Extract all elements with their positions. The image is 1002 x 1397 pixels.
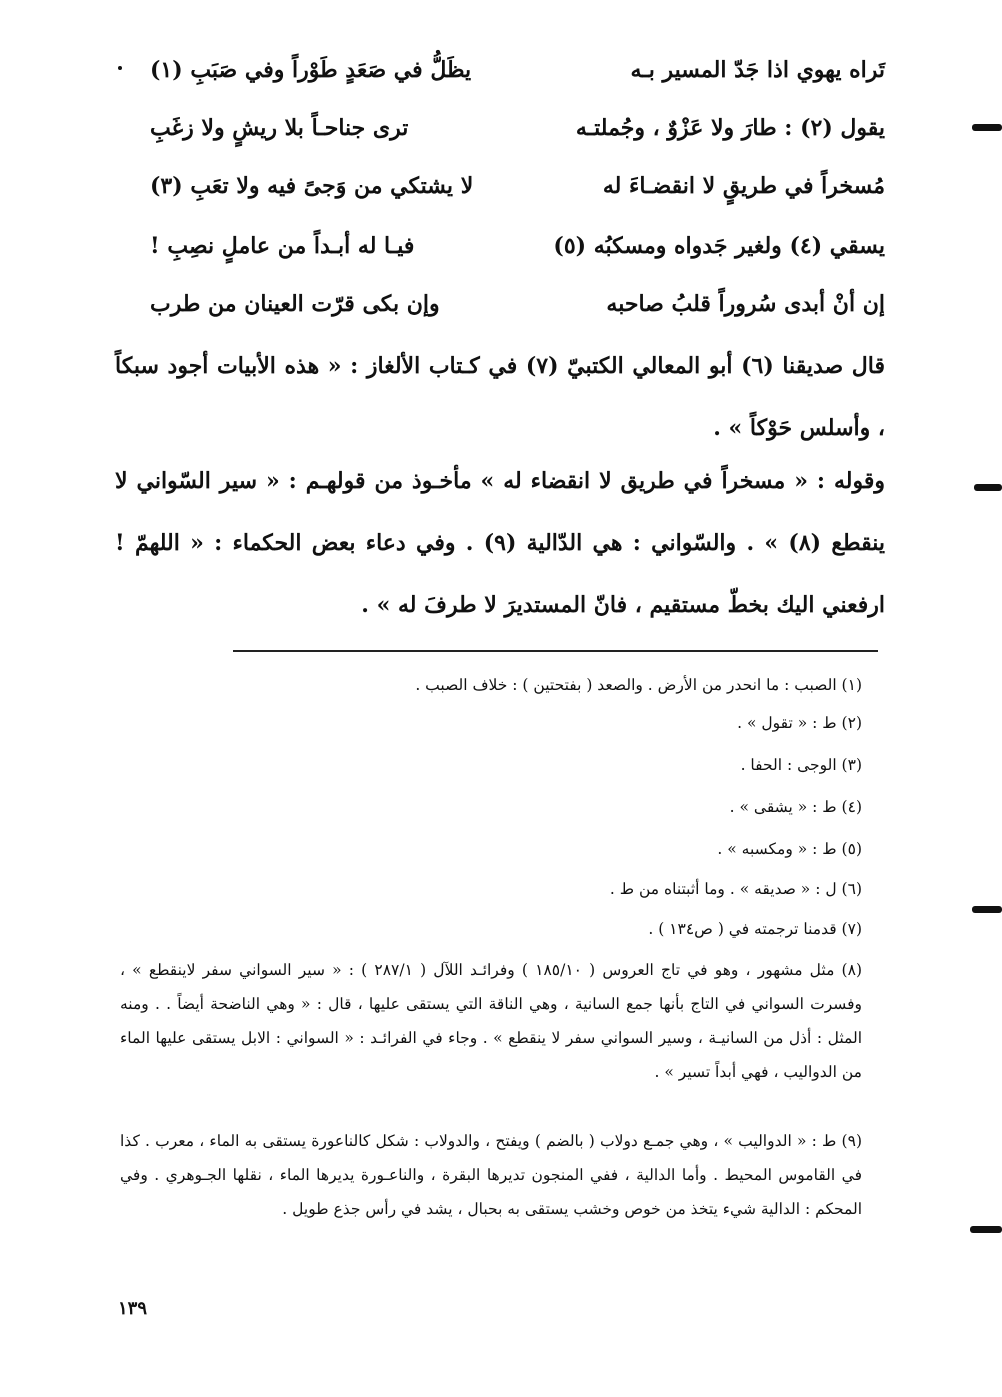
stray-mark	[118, 66, 122, 70]
paragraph: قال صديقنا (٦) أبو المعالي الكتبيّ (٧) في كـتاب الألغاز : « هذه الأبيات أجود سبكاً ، وأسلس حَوْكاً » .	[115, 353, 886, 441]
margin-mark	[970, 1226, 1002, 1233]
footnote: (٦) ل : « صديقه » . وما أثبتناه من ط .	[609, 880, 862, 898]
poem-verse	[150, 50, 885, 90]
margin-mark	[974, 484, 1002, 491]
footnote: (١) الصبب : ما انحدر من الأرض . والصعد ( بفتحتين ) : خلاف الصبب .	[415, 676, 862, 694]
verse-second-hemistich: وإن بكى قرّت العينان من طرب	[150, 291, 440, 317]
verse-second-hemistich: لا يشتكي من وَجىً فيه ولا تعَبِ (٣)	[150, 173, 474, 199]
paragraph: وقوله : « مسخراً في طريق لا انقضاء له » مأخـوذ من قولهـم : « سير السّواني لا ينقطع (٨) » . والسّواني : هي الدّالية (٩) . وفي دعاء بعض الحكماء : « اللهمّ ! ارفعني اليك بخطّ مستقيم ، فانّ المستديرَ لا طرفَ له » .	[115, 468, 885, 618]
verse-second-hemistich: فيـا له أبـداً من عاملٍ نصِبِ !	[150, 233, 415, 259]
page-number: ١٣٩	[118, 1298, 148, 1319]
verse-second-hemistich: يظَلُّ في صَعَدٍ طَوْراً وفي صَبَبِ (١)	[150, 57, 472, 83]
footnote: (٨) مثل مشهور ، وهو في تاج العروس ( ١٨٥/١٠ ) وفرائـد اللآل ( ٢٨٧/١ ) : « سير السواني سفر لاينقطع » ، وفسرت السواني في التاج بأنها جمع السانية ، وهي الناقة التي يستقى عليها ، قال : « وهي الناضحة أيضاً . . ومنه المثل : أذل من السانيـة ، وسير السواني سفر لا ينقطع » . وجاء في الفرائـد : « السواني : الابل يستقى عليها الماء من الدواليب ، فهي أبداً تسير » .	[120, 961, 862, 1081]
verse-first-hemistich: يسقي (٤) ولغير جَدواه ومسكبُه (٥)	[553, 233, 885, 259]
footnote: (٤) ط : « يشقى » .	[729, 798, 862, 816]
verse-first-hemistich: مُسخراً في طريقٍ لا انقضـاءَ له	[602, 173, 885, 199]
verse-first-hemistich: إن أنْ أبدى سُروراً قلبُ صاحبه	[606, 291, 885, 317]
margin-mark	[972, 906, 1002, 913]
verse-first-hemistich: يقول (٢) : طارَ ولا عَزْوٌ ، وجُملتـه	[575, 115, 885, 141]
poem-verse	[150, 166, 885, 206]
verse-second-hemistich: ترى جناحـاً بلا ريشٍ ولا زغَبِ	[150, 115, 409, 141]
poem-verse	[150, 108, 885, 148]
footnote: (٥) ط : « ومكسبه » .	[717, 840, 862, 858]
footnote: (٣) الوجى : الحفا .	[740, 756, 862, 774]
footnote-divider	[233, 650, 878, 652]
poem-verse	[150, 284, 885, 324]
footnote: (٧) قدمنا ترجمته في ( ص١٣٤ ) .	[648, 920, 862, 938]
footnote: (٢) ط : « تقول » .	[737, 714, 862, 732]
footnote: (٩) ط : « الدواليب » ، وهي جمـع دولاب ( بالضم ) ويفتح ، والدولاب : شكل كالناعورة يستقى به الماء ، معرب . كذا في القاموس المحيط . وأما الدالية ، ففي المنجون تديرها البقرة ، والناعـورة يديرها الماء ، نقلها الجـوهري . وفي المحكم : الدالية شيء يتخذ من خوص وخشب يستقى به بحبال ، يشد في رأس جذع طويل .	[120, 1132, 862, 1218]
margin-mark	[972, 124, 1002, 131]
verse-first-hemistich: تَراه يهوي اذا جَدّ المسير بـه	[630, 57, 885, 83]
poem-verse	[150, 226, 885, 266]
